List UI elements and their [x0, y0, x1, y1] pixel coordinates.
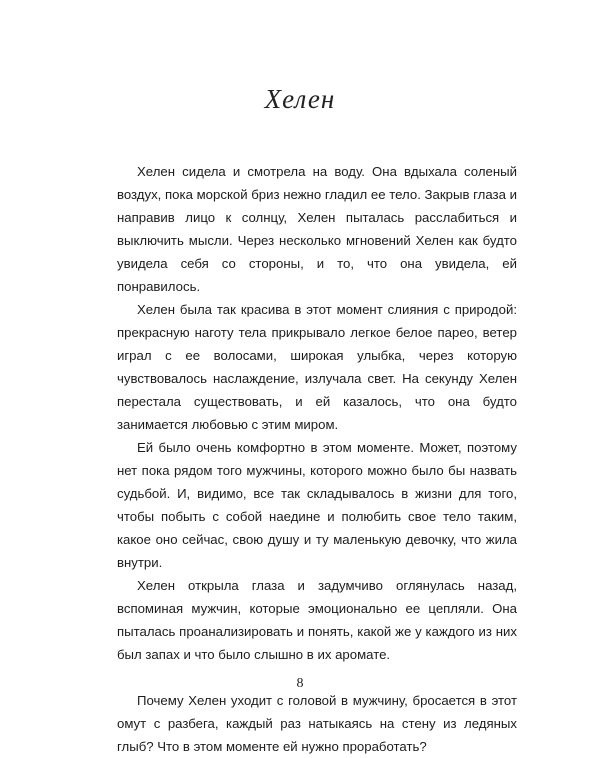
paragraph-2: Хелен была так красива в этот момент слияния с природой: прекрасную наготу тела прикрывало легкое белое парео, ветер играл с ее волосами, широкая улыбка, через которую чувствовалось наслаждение, излучала свет. На секунду Хелен перестала существовать, и ей казалось, что она будто занимается любовью с этим миром.	[117, 302, 517, 432]
page-number: 8	[296, 676, 304, 691]
paragraph-1: Хелен сидела и смотрела на воду. Она вдыхала соленый воздух, пока морской бриз нежно гладил ее тело. Закрыв глаза и направив лицо к солнцу, Хелен пыталась расслабиться и выключить мысли. Через несколько мгновений Хелен как будто увидела себя со стороны, и то, что она увидела, ей понравилось.	[117, 164, 517, 294]
paragraph-4: Хелен открыла глаза и задумчиво оглянулась назад, вспоминая мужчин, которые эмоционально ее цепляли. Она пыталась проанализировать и понять, какой же у каждого из них был запах и что было слышно в их аромате.	[117, 578, 517, 662]
reflection-question: Почему Хелен уходит с головой в мужчину, бросается в этот омут с разбега, каждый раз натыкаясь на стену из ледяных глыб? Что в этом моменте ей нужно проработать?	[117, 693, 517, 754]
paragraph-3: Ей было очень комфортно в этом моменте. Может, поэтому нет пока рядом того мужчины, которого можно было бы назвать судьбой. И, видимо, все так складывалось в жизни для того, чтобы побыть с собой наедине и полюбить свое тело таким, какое оно сейчас, свою душу и ту маленькую девочку, что жила внутри.	[117, 440, 517, 570]
chapter-title: Хелен	[264, 84, 336, 114]
chapter-body	[117, 160, 517, 758]
